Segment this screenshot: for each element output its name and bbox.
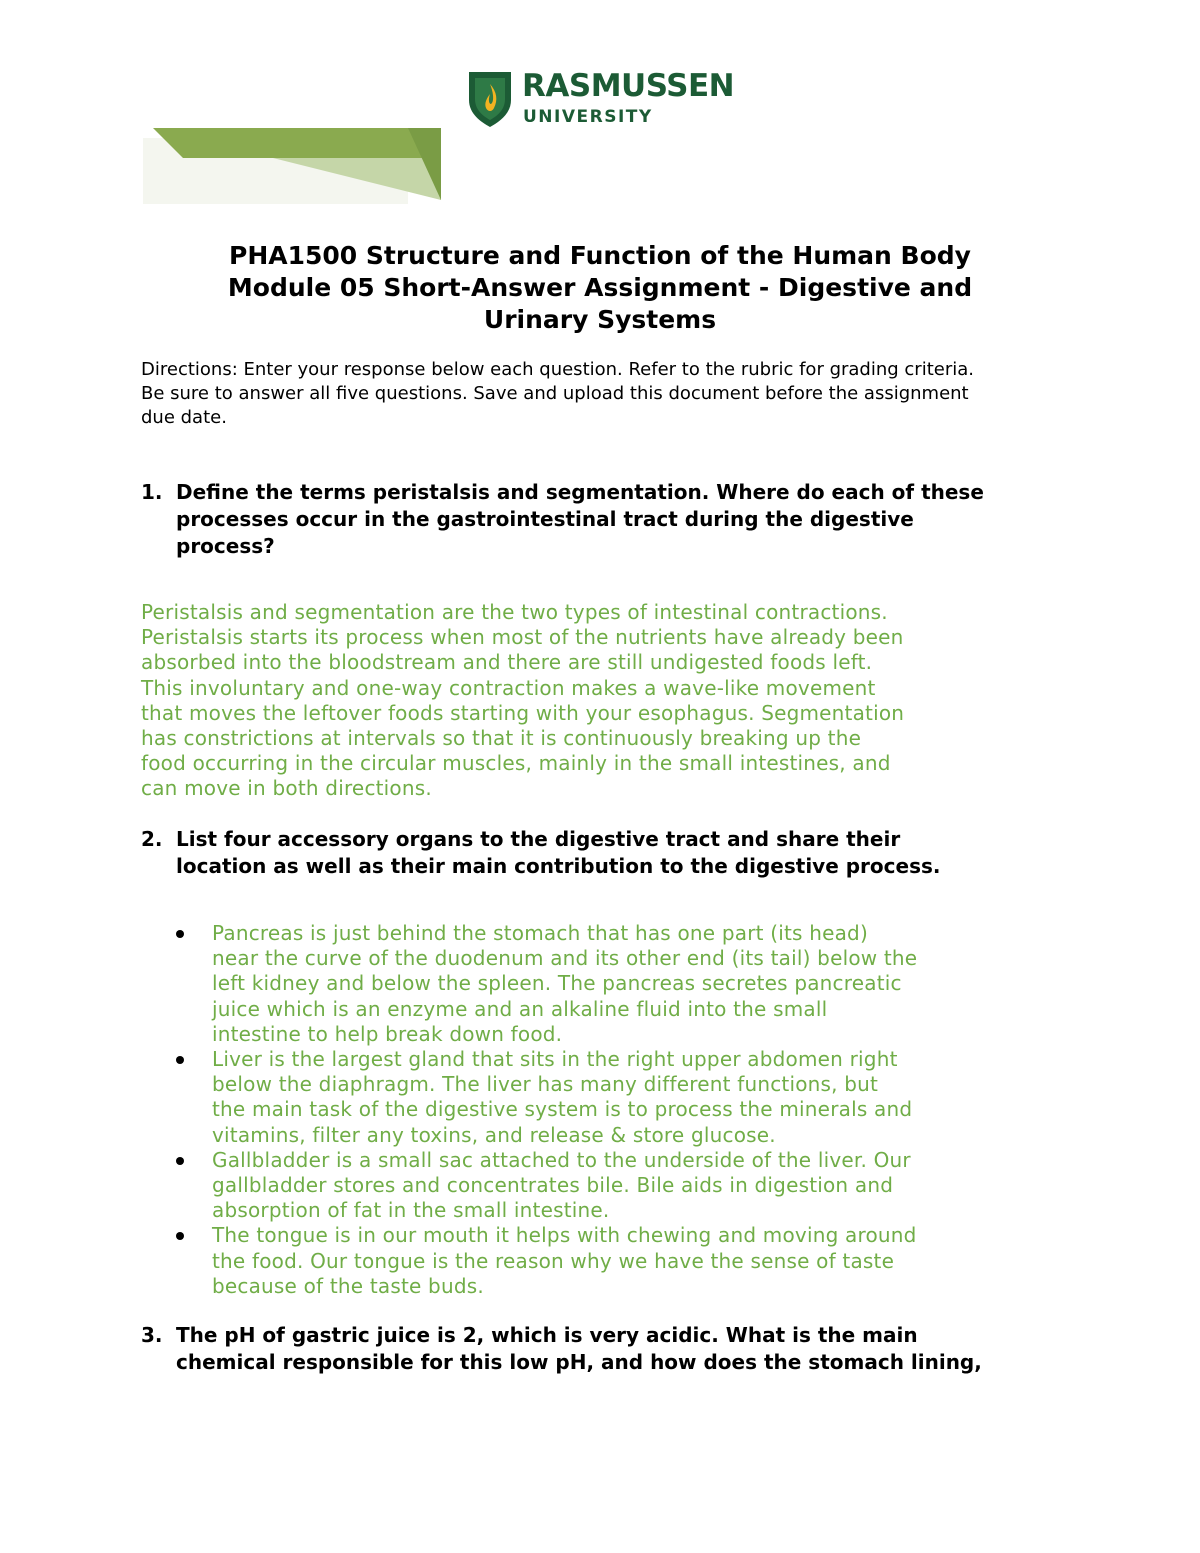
question-line: processes occur in the gastrointestinal tract during the digestive — [176, 507, 914, 531]
logo-wordmark: RASMUSSEN — [522, 68, 735, 104]
bullet-icon — [176, 1056, 184, 1064]
rasmussen-shield-logo — [467, 70, 513, 128]
answer-line: food occurring in the circular muscles, mainly in the small intestines, and — [141, 751, 891, 776]
question-number: 1. — [141, 480, 163, 504]
question-number: 3. — [141, 1323, 163, 1347]
bullet-line: near the curve of the duodenum and its other end (its tail) below the — [212, 946, 918, 971]
title-line: Module 05 Short-Answer Assignment - Digestive and — [227, 273, 973, 302]
bullet-line: vitamins, filter any toxins, and release & store glucose. — [212, 1122, 776, 1147]
bullet-line: gallbladder stores and concentrates bile. Bile aids in digestion and — [212, 1173, 894, 1198]
question-line: location as well as their main contribution to the digestive process. — [176, 854, 941, 878]
bullet-line: intestine to help break down food. — [212, 1021, 563, 1046]
answer-line: This involuntary and one-way contraction makes a wave-like movement — [141, 675, 876, 700]
question-line: process? — [176, 534, 275, 558]
bullet-line: The tongue is in our mouth it helps with chewing and moving around — [212, 1223, 917, 1248]
decorative-banner — [143, 128, 443, 204]
bullet-line: because of the taste buds. — [212, 1273, 484, 1298]
answer-text — [141, 600, 1071, 802]
bullet-icon — [176, 1232, 184, 1240]
list-item — [172, 1223, 1072, 1299]
bullet-line: the food. Our tongue is the reason why we have the sense of taste — [212, 1248, 895, 1273]
bullet-icon — [176, 930, 184, 938]
question-text — [176, 1322, 1066, 1376]
bullet-line: Liver is the largest gland that sits in the right upper abdomen right — [212, 1047, 898, 1072]
directions-line: Be sure to answer all five questions. Save and upload this document before the assignment — [141, 383, 969, 404]
answer-line: has constrictions at intervals so that it is continuously breaking up the — [141, 726, 862, 751]
directions-text — [141, 358, 1061, 430]
list-item — [172, 921, 1072, 1047]
question-number: 2. — [141, 827, 163, 851]
question-line: List four accessory organs to the digestive tract and share their — [176, 827, 901, 851]
answer-line: Peristalsis starts its process when most of the nutrients have already been — [141, 625, 904, 650]
bullet-line: the main task of the digestive system is to process the minerals and — [212, 1097, 913, 1122]
bullet-icon — [176, 1157, 184, 1165]
title-line: Urinary Systems — [483, 305, 717, 334]
assignment-title — [150, 240, 1050, 336]
bullet-line: Pancreas is just behind the stomach that has one part (its head) — [212, 921, 868, 945]
question-text — [176, 826, 1066, 880]
list-item — [172, 1047, 1072, 1148]
answer-line: Peristalsis and segmentation are the two types of intestinal contractions. — [141, 600, 888, 624]
bullet-line: absorption of fat in the small intestine. — [212, 1198, 610, 1223]
bullet-line: Gallbladder is a small sac attached to the underside of the liver. Our — [212, 1147, 911, 1172]
bullet-line: below the diaphragm. The liver has many different functions, but — [212, 1072, 879, 1097]
question-line: Define the terms peristalsis and segmentation. Where do each of these — [176, 480, 984, 504]
answer-line: absorbed into the bloodstream and there are still undigested foods left. — [141, 650, 873, 675]
answer-bullet-list — [172, 921, 1072, 1299]
question-line: chemical responsible for this low pH, and how does the stomach lining, — [176, 1350, 982, 1374]
list-item — [172, 1148, 1072, 1224]
answer-line: that moves the leftover foods starting with your esophagus. Segmentation — [141, 700, 905, 725]
logo-subtitle: UNIVERSITY — [523, 107, 653, 127]
answer-line: can move in both directions. — [141, 776, 432, 801]
question-line: The pH of gastric juice is 2, which is very acidic. What is the main — [176, 1323, 918, 1347]
bullet-line: left kidney and below the spleen. The pancreas secretes pancreatic — [212, 971, 902, 996]
bullet-line: juice which is an enzyme and an alkaline fluid into the small — [212, 996, 828, 1021]
question-text — [176, 479, 1066, 560]
title-line: PHA1500 Structure and Function of the Human Body — [229, 241, 971, 270]
directions-line: Directions: Enter your response below each question. Refer to the rubric for grading criteria. — [141, 359, 974, 380]
directions-line: due date. — [141, 407, 227, 428]
